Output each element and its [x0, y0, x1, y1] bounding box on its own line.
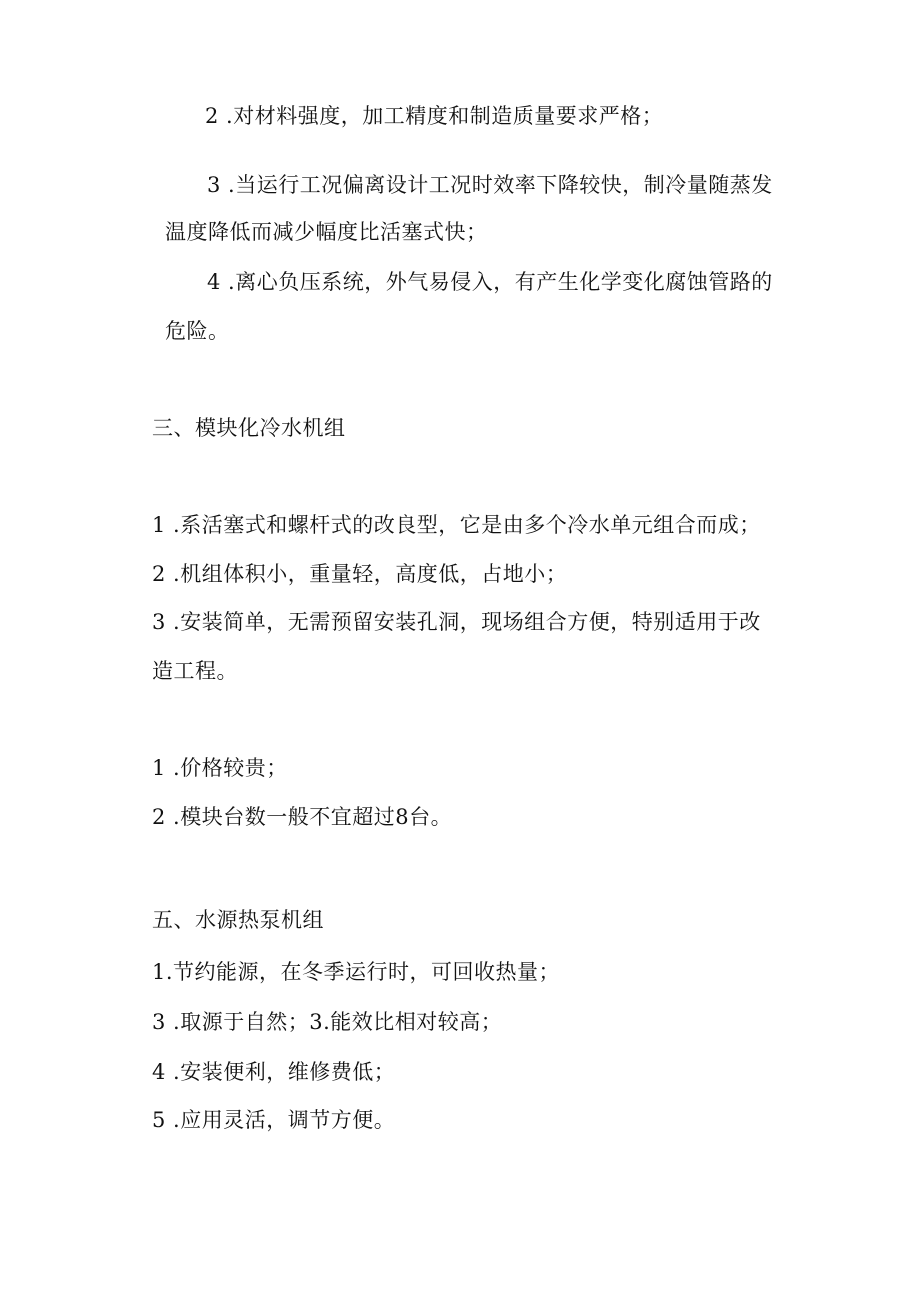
- list-item: 4 .安装便利，维修费低；: [152, 1060, 396, 1084]
- list-item: 造工程。: [152, 659, 238, 683]
- section-heading: 三、模块化冷水机组: [152, 416, 346, 440]
- list-item: 1.节约能源，在冬季运行时，可回收热量；: [152, 960, 561, 984]
- list-item: 2 .模块台数一般不宜超过8台。: [152, 805, 453, 829]
- list-item: 1 .价格较贵；: [152, 756, 288, 780]
- list-item: 1 .系活塞式和螺杆式的改良型，它是由多个冷水单元组合而成；: [152, 513, 761, 537]
- list-item: 3 .取源于自然；3.能效比相对较高；: [152, 1010, 503, 1034]
- list-item: 5 .应用灵活，调节方便。: [152, 1108, 396, 1132]
- paragraph-line: 4 .离心负压系统，外气易侵入，有产生化学变化腐蚀管路的: [207, 270, 773, 294]
- paragraph-line: 危险。: [165, 319, 230, 343]
- paragraph-line: 3 .当运行工况偏离设计工况时效率下降较快，制冷量随蒸发: [207, 173, 773, 197]
- section-heading: 五、水源热泵机组: [152, 908, 324, 932]
- paragraph-line: 温度降低而减少幅度比活塞式快；: [165, 220, 488, 244]
- list-item: 3 .安装简单，无需预留安装孔洞，现场组合方便，特别适用于改: [152, 610, 761, 634]
- paragraph-line: 2 .对材料强度，加工精度和制造质量要求严格；: [205, 104, 664, 128]
- list-item: 2 .机组体积小，重量轻，高度低，占地小；: [152, 562, 568, 586]
